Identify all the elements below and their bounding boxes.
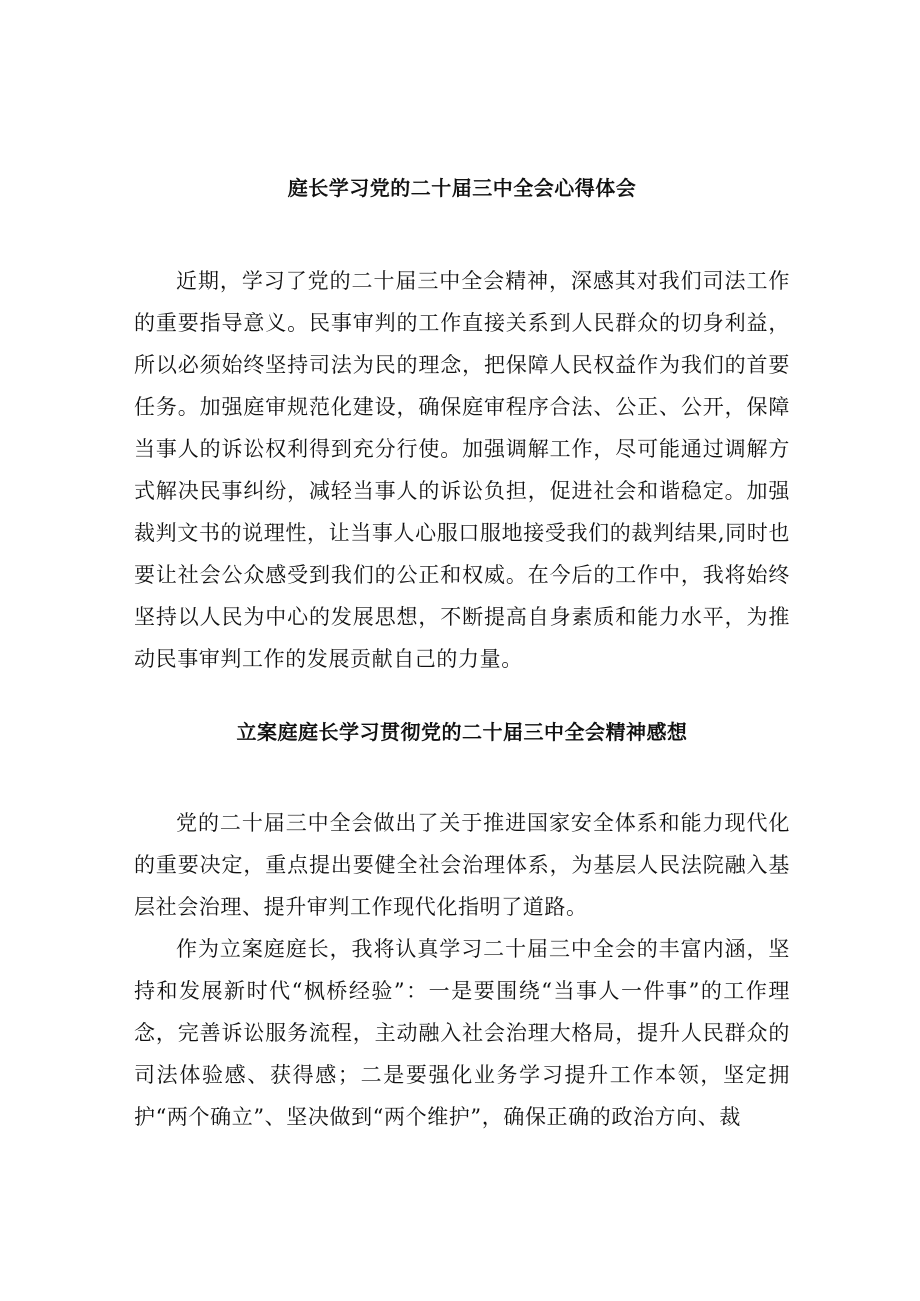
section-1-paragraph-1: 近期，学习了党的二十届三中全会精神，深感其对我们司法工作的重要指导意义。民事审判的工作直接关系到人民群众的切身利益，所以必须始终坚持司法为民的理念，把保障人民权益作为我们的首要任务。加强庭审规范化建设，确保庭审程序合法、公正、公开，保障当事人的诉讼权利得到充分行使。加强调解工作，尽可能通过调解方式解决民事纠纷，减轻当事人的诉讼负担，促进社会和谐稳定。加强裁判文书的说理性，让当事人心服口服地接受我们的裁判结果,同时也要让社会公众感受到我们的公正和权威。在今后的工作中，我将始终坚持以人民为中心的发展思想，不断提高自身素质和能力水平，为推动民事审判工作的发展贡献自己的力量。	[134, 269, 790, 671]
section-2-body	[134, 802, 790, 1138]
section-2-paragraph-2: 作为立案庭庭长，我将认真学习二十届三中全会的丰富内涵，坚持和发展新时代“枫桥经验”：一是要围绕“当事人一件事”的工作理念，完善诉讼服务流程，主动融入社会治理大格局，提升人民群众的司法体验感、获得感；二是要强化业务学习提升工作本领，坚定拥护“两个确立”、坚决做到“两个维护”，确保正确的政治方向、裁	[134, 937, 790, 1129]
section-2-title: 立案庭庭长学习贯彻党的二十届三中全会精神感想	[236, 720, 688, 744]
section-2-paragraph-1: 党的二十届三中全会做出了关于推进国家安全体系和能力现代化的重要决定，重点提出要健全社会治理体系，为基层人民法院融入基层社会治理、提升审判工作现代化指明了道路。	[134, 811, 790, 919]
section-1-title: 庭长学习党的二十届三中全会心得体会	[287, 176, 637, 200]
section-1-body	[134, 260, 790, 680]
